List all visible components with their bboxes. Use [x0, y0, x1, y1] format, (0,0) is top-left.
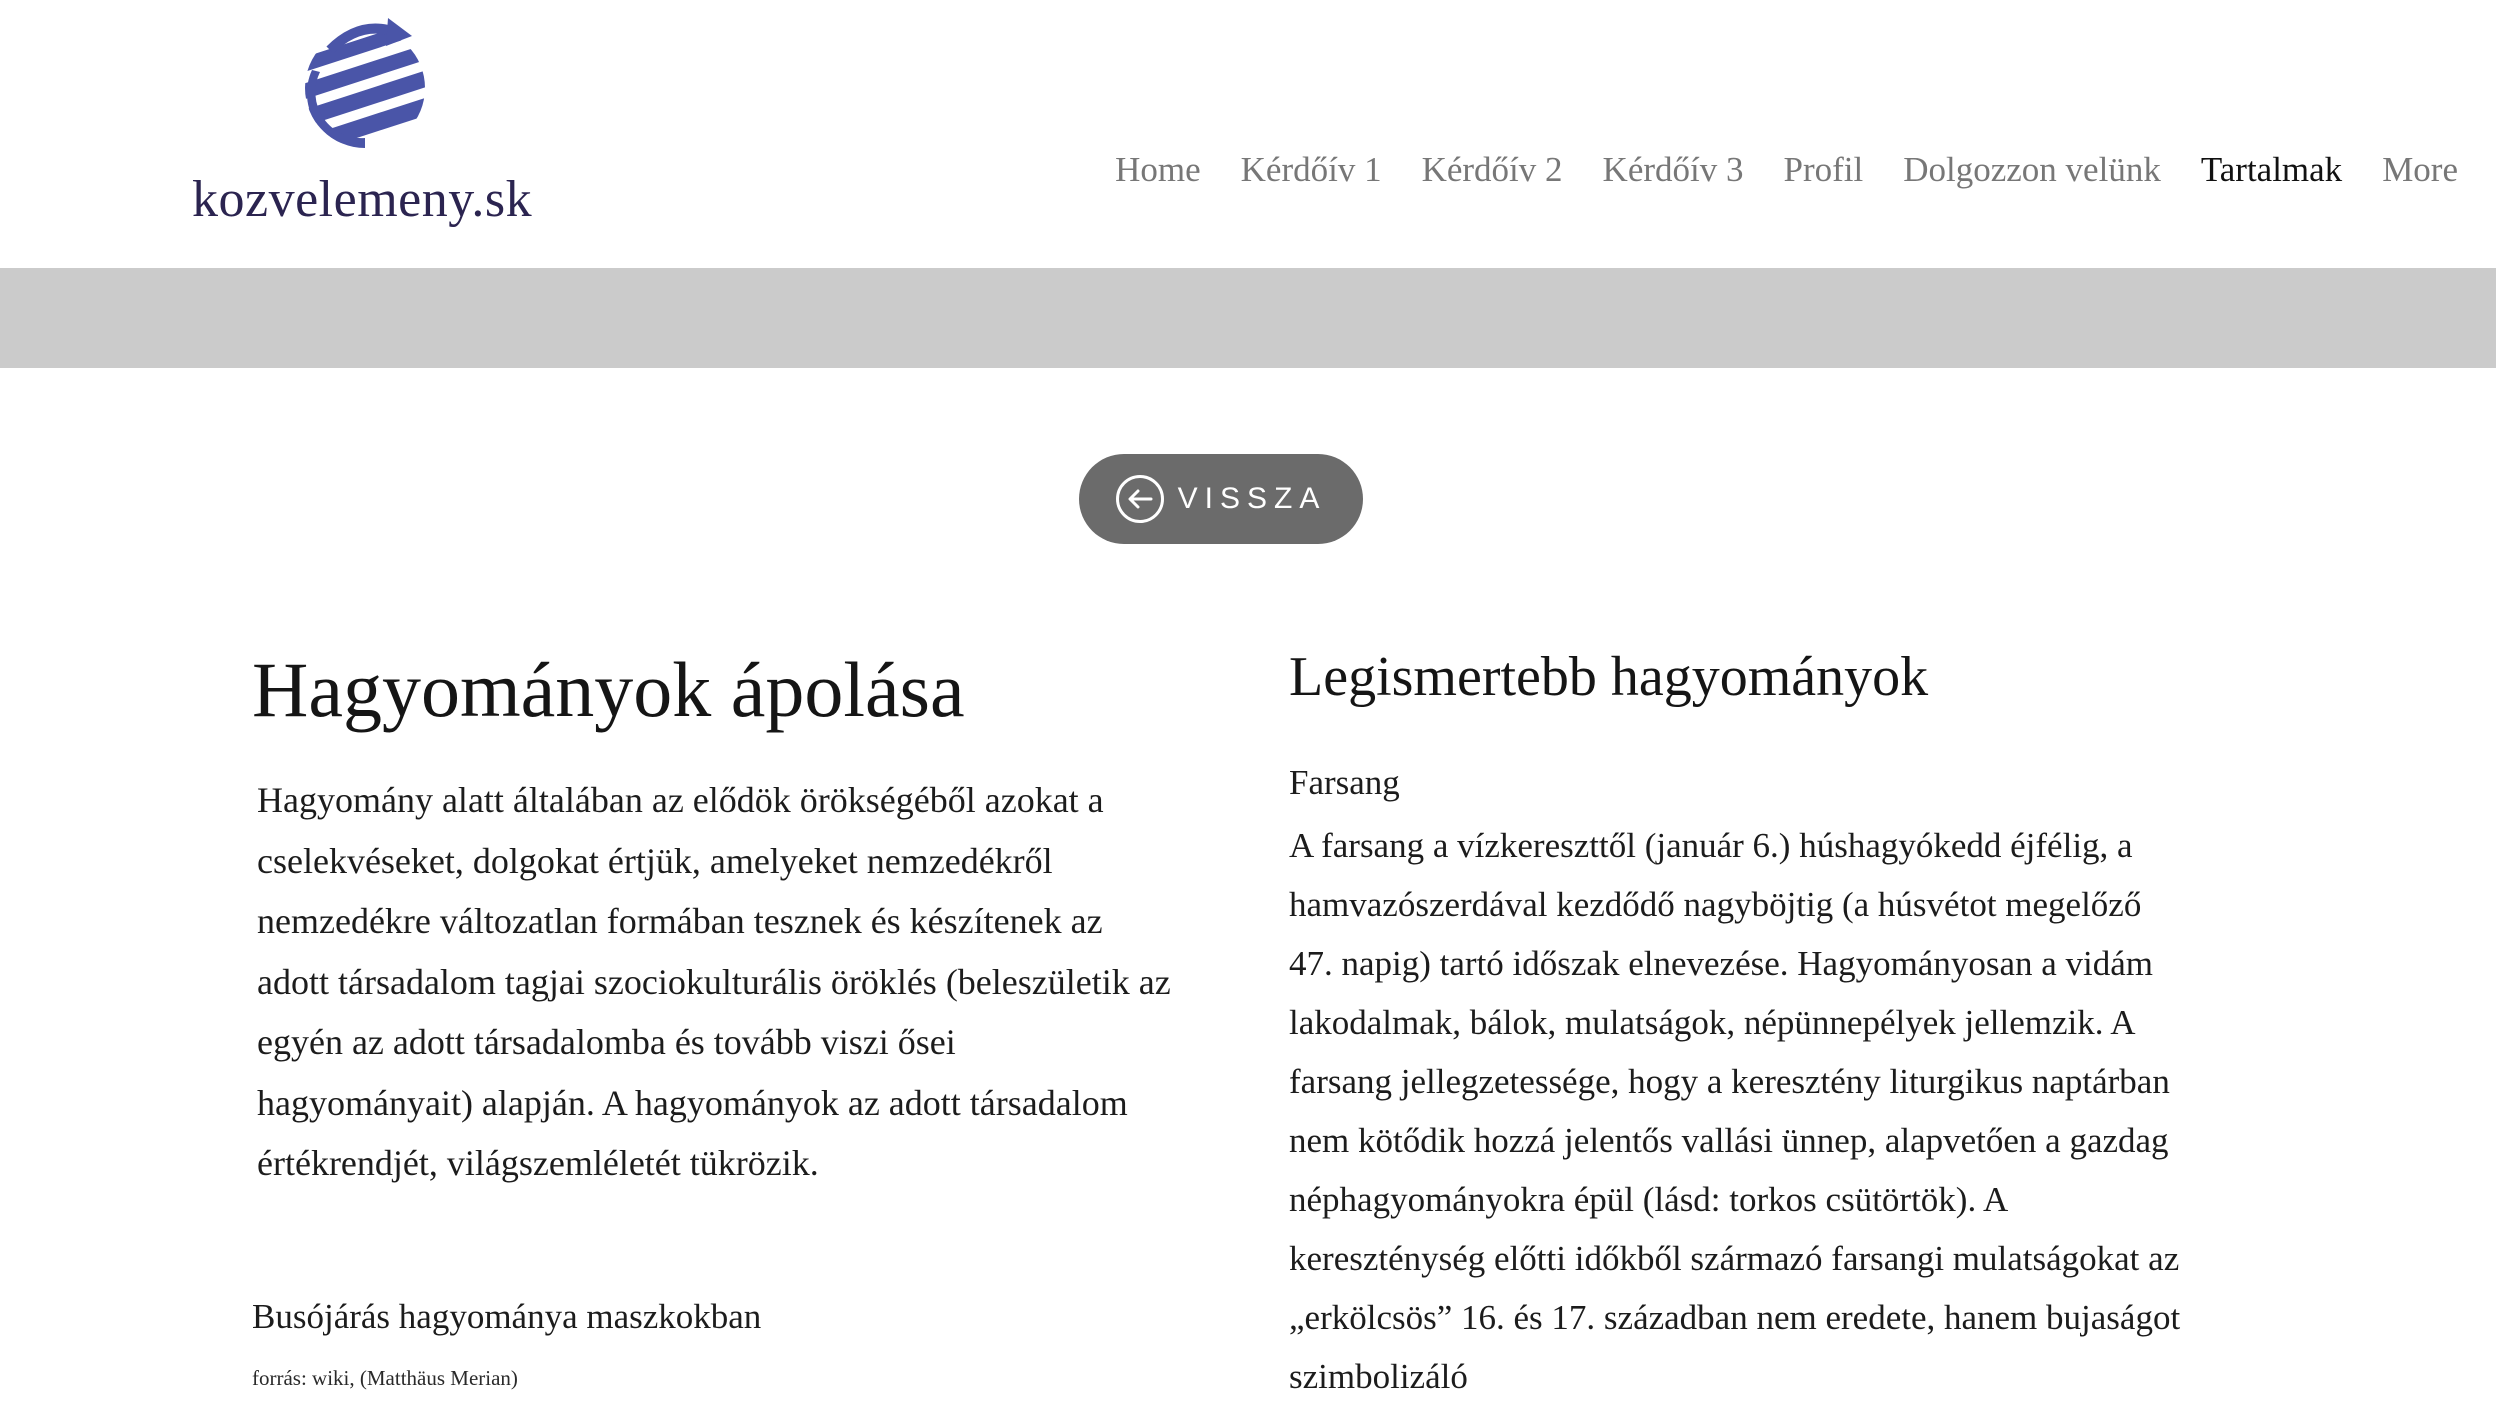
main-nav — [1075, 150, 2458, 190]
nav-home[interactable]: Home — [1115, 150, 1201, 189]
section-subheading: Farsang — [1289, 763, 1400, 802]
logo-globe-icon[interactable] — [290, 10, 440, 150]
gray-banner — [0, 268, 2496, 368]
back-button-label: VISSZA — [1177, 482, 1327, 515]
nav-kerdoiv-1[interactable]: Kérdőív 1 — [1240, 150, 1382, 189]
section-paragraph: A farsang a vízkereszttől (január 6.) húshagyókedd éjfélig, a hamvazószerdával kezdődő nagyböjtig (a húsvétot megelőző 47. napig) tartó időszak elnevezése. Hagyományosan a vidám lakodalmak, bálok, mulatságok, népünnepélyek jellemzik. A farsang jellegzetessége, hogy a keresztény liturgikus naptárban nem kötődik hozzá jelentős vallási ünnep, alapvetően a gazdag néphagyományokra épül (lásd: torkos csütörtök). A kereszténység előtti időkből származó farsangi mulatságokat az „erkölcsös” 16. és 17. században nem eredete, hanem bujaságot szimbolizáló — [1289, 826, 2181, 1396]
intro-paragraph: Hagyomány alatt általában az elődök örökségéből azokat a cselekvéseket, dolgokat értjük, amelyeket nemzedékről nemzedékre változatlan formában tesznek és készítenek az adott társadalom tagjai szociokulturális öröklés (beleszületik az egyén az adott társadalomba és tovább viszi ősei hagyományait) alapján. A hagyományok az adott társadalom értékrendjét, világszemléletét tükrözik. — [257, 780, 1171, 1183]
nav-kerdoiv-3[interactable]: Kérdőív 3 — [1602, 150, 1744, 189]
image-source: forrás: wiki, (Matthäus Merian) — [252, 1366, 518, 1390]
nav-dolgozzon-velunk[interactable]: Dolgozzon velünk — [1903, 150, 2161, 189]
nav-kerdoiv-2[interactable]: Kérdőív 2 — [1421, 150, 1563, 189]
section-title: Legismertebb hagyományok — [1289, 646, 1929, 708]
page-title: Hagyományok ápolása — [252, 646, 965, 733]
nav-more[interactable]: More — [2382, 150, 2458, 189]
image-caption-heading: Busójárás hagyománya maszkokban — [252, 1297, 762, 1336]
nav-profil[interactable]: Profil — [1783, 150, 1864, 189]
arrow-left-circle-icon — [1116, 475, 1164, 523]
back-button[interactable] — [1079, 454, 1363, 544]
site-header — [0, 0, 2496, 268]
logo-text[interactable]: kozvelemeny.sk — [192, 171, 533, 228]
nav-tartalmak[interactable]: Tartalmak — [2200, 150, 2343, 189]
